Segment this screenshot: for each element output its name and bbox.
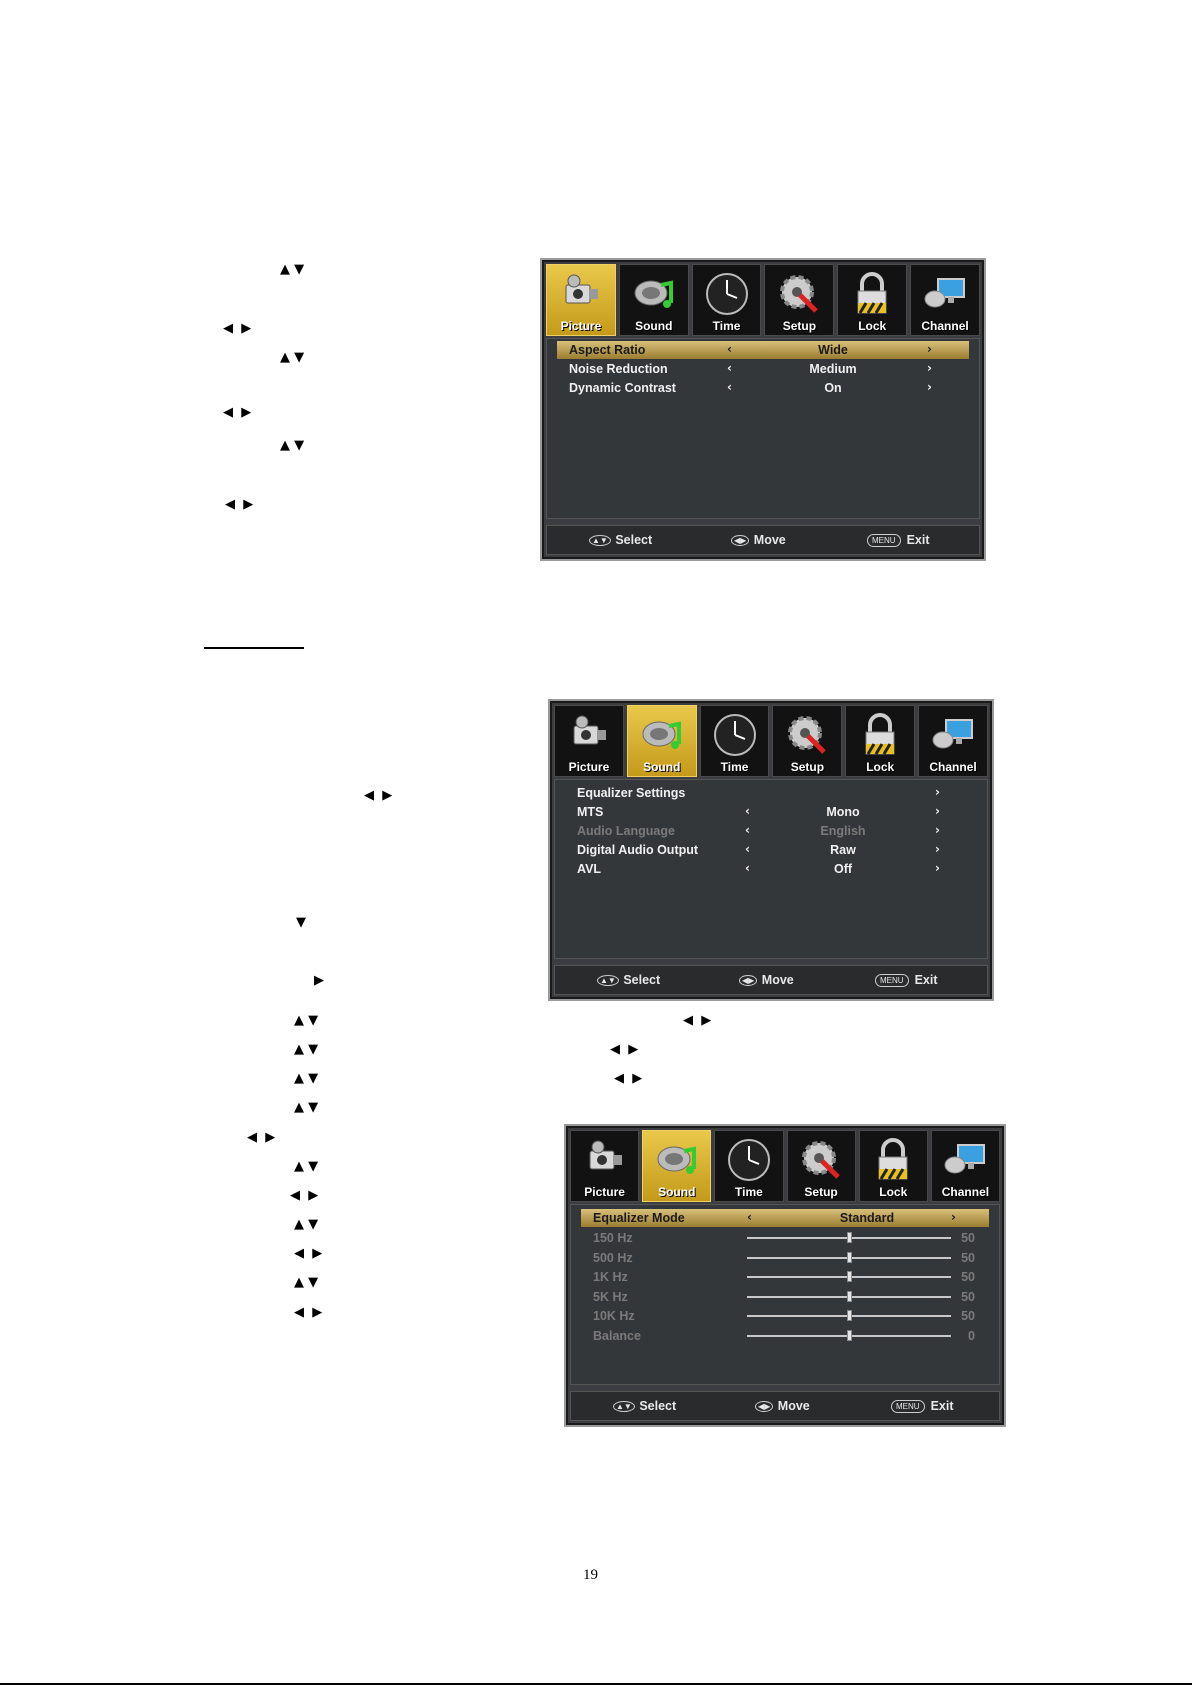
tab-lock[interactable]: Lock xyxy=(845,705,915,777)
up-down-arrow-icon: ▲ ▼ xyxy=(294,1217,319,1232)
menu-row-dynamic-contrast[interactable]: Dynamic Contrast ‹ On › xyxy=(569,380,932,395)
chevron-left-icon[interactable]: ‹ xyxy=(727,380,732,394)
left-right-arrow-icon: ◀ ▶ xyxy=(225,497,254,512)
slider-handle[interactable] xyxy=(847,1271,852,1282)
up-down-arrow-icon: ▲ ▼ xyxy=(294,1275,319,1290)
chevron-left-icon[interactable]: ‹ xyxy=(745,861,750,875)
chevron-left-icon[interactable]: ‹ xyxy=(745,842,750,856)
gear-wrench-icon xyxy=(798,1137,844,1183)
padlock-icon xyxy=(857,712,903,758)
equalizer-band-row[interactable]: Balance 0 xyxy=(593,1328,975,1343)
equalizer-band-row[interactable]: 10K Hz 50 xyxy=(593,1309,975,1323)
clock-icon xyxy=(704,271,750,317)
menu-row-mts[interactable]: MTS ‹ Mono › xyxy=(577,804,940,819)
padlock-icon xyxy=(870,1137,916,1183)
equalizer-band-row[interactable]: 150 Hz 50 xyxy=(593,1231,975,1245)
menu-row-avl[interactable]: AVL ‹ Off › xyxy=(577,861,940,876)
left-right-arrow-icon: ◀ ▶ xyxy=(364,788,393,803)
section-heading-underline xyxy=(204,647,304,649)
chevron-right-icon[interactable]: › xyxy=(935,861,940,875)
picture-menu-screen xyxy=(540,258,986,561)
menu-footer xyxy=(570,1391,1000,1421)
chevron-right-icon[interactable]: › xyxy=(927,342,932,356)
menu-body xyxy=(570,1204,1000,1385)
equalizer-band-row[interactable]: 5K Hz 50 xyxy=(593,1289,975,1304)
equalizer-band-row[interactable]: 1K Hz 50 xyxy=(593,1270,975,1284)
up-down-arrow-icon: ▲ ▼ xyxy=(294,1013,319,1028)
up-down-arrow-icon: ▲ ▼ xyxy=(280,438,305,453)
left-right-arrow-icon: ◀ ▶ xyxy=(614,1071,643,1086)
tab-time[interactable]: Time xyxy=(700,705,770,777)
menu-row-noise-reduction[interactable]: Noise Reduction ‹ Medium › xyxy=(569,361,932,376)
tab-channel[interactable]: Channel xyxy=(931,1130,1000,1202)
menu-tabs xyxy=(546,264,980,336)
tab-picture[interactable]: Picture xyxy=(570,1130,639,1202)
padlock-icon xyxy=(849,271,895,317)
up-down-arrow-icon: ▲ ▼ xyxy=(280,350,305,365)
up-down-arrow-icon: ▲ ▼ xyxy=(294,1159,319,1174)
tab-time[interactable]: Time xyxy=(692,264,762,336)
speaker-music-icon xyxy=(631,271,677,317)
left-right-arrow-icon: ◀ ▶ xyxy=(683,1013,712,1028)
footer-select: ▲▼ Select xyxy=(589,533,652,547)
left-right-key-icon: ◀▶ xyxy=(755,1401,773,1412)
clock-icon xyxy=(726,1137,772,1183)
menu-row-audio-language: Audio Language ‹ English › xyxy=(577,823,940,838)
speaker-music-icon xyxy=(654,1137,700,1183)
chevron-left-icon[interactable]: ‹ xyxy=(747,1210,752,1224)
menu-tabs xyxy=(554,705,988,777)
tab-sound[interactable]: Sound xyxy=(619,264,689,336)
down-arrow-icon: ▼ xyxy=(296,915,306,930)
menu-row-aspect-ratio[interactable]: Aspect Ratio ‹ Wide › xyxy=(557,341,969,359)
footer-exit: MENU Exit xyxy=(867,533,930,547)
slider-handle[interactable] xyxy=(847,1232,852,1243)
up-down-arrow-icon: ▲ ▼ xyxy=(294,1100,319,1115)
slider-handle[interactable] xyxy=(847,1310,852,1321)
left-right-key-icon: ◀▶ xyxy=(731,535,749,546)
tab-setup[interactable]: Setup xyxy=(772,705,842,777)
chevron-right-icon[interactable]: › xyxy=(935,785,940,799)
up-down-arrow-icon: ▲ ▼ xyxy=(294,1042,319,1057)
camera-icon xyxy=(566,712,612,758)
chevron-right-icon[interactable]: › xyxy=(927,380,932,394)
up-down-key-icon: ▲▼ xyxy=(589,535,611,546)
sound-menu-screen xyxy=(548,699,994,1001)
chevron-left-icon[interactable]: ‹ xyxy=(745,804,750,818)
chevron-right-icon[interactable]: › xyxy=(951,1210,956,1224)
tab-setup[interactable]: Setup xyxy=(764,264,834,336)
menu-tabs xyxy=(570,1130,1000,1202)
menu-footer xyxy=(554,965,988,995)
chevron-right-icon: › xyxy=(935,823,940,837)
chevron-left-icon: ‹ xyxy=(745,823,750,837)
menu-body xyxy=(554,779,988,959)
tab-lock[interactable]: Lock xyxy=(837,264,907,336)
camera-icon xyxy=(582,1137,628,1183)
left-right-arrow-icon: ◀ ▶ xyxy=(290,1188,319,1203)
menu-row-equalizer-settings[interactable]: Equalizer Settings › xyxy=(577,785,940,800)
tab-picture[interactable]: Picture xyxy=(546,264,616,336)
up-down-key-icon: ▲▼ xyxy=(597,975,619,986)
page-number: 19 xyxy=(583,1567,598,1583)
satellite-tv-icon xyxy=(930,712,976,758)
tab-channel[interactable]: Channel xyxy=(910,264,980,336)
chevron-right-icon[interactable]: › xyxy=(935,842,940,856)
chevron-left-icon[interactable]: ‹ xyxy=(727,342,732,356)
equalizer-menu-screen xyxy=(564,1124,1006,1427)
footer-exit: MENU Exit xyxy=(891,1399,954,1413)
clock-icon xyxy=(712,712,758,758)
footer-move: ◀▶ Move xyxy=(755,1399,810,1413)
left-right-arrow-icon: ◀ ▶ xyxy=(294,1246,323,1261)
right-arrow-icon: ▶ xyxy=(314,973,324,988)
left-right-arrow-icon: ◀ ▶ xyxy=(610,1042,639,1057)
left-right-arrow-icon: ◀ ▶ xyxy=(247,1130,276,1145)
left-right-arrow-icon: ◀ ▶ xyxy=(294,1305,323,1320)
left-right-arrow-icon: ◀ ▶ xyxy=(223,405,252,420)
tab-sound[interactable]: Sound xyxy=(642,1130,711,1202)
footer-move: ◀▶ Move xyxy=(739,973,794,987)
chevron-right-icon[interactable]: › xyxy=(935,804,940,818)
up-down-key-icon: ▲▼ xyxy=(613,1401,635,1412)
chevron-left-icon[interactable]: ‹ xyxy=(727,361,732,375)
tab-picture[interactable]: Picture xyxy=(554,705,624,777)
satellite-tv-icon xyxy=(922,271,968,317)
footer-move: ◀▶ Move xyxy=(731,533,786,547)
slider-handle[interactable] xyxy=(847,1252,852,1263)
tab-lock[interactable]: Lock xyxy=(859,1130,928,1202)
equalizer-band-row[interactable]: 500 Hz 50 xyxy=(593,1250,975,1265)
tab-time[interactable]: Time xyxy=(714,1130,783,1202)
up-down-arrow-icon: ▲ ▼ xyxy=(294,1071,319,1086)
camera-icon xyxy=(558,271,604,317)
chevron-right-icon[interactable]: › xyxy=(927,361,932,375)
menu-row-equalizer-mode[interactable]: Equalizer Mode ‹ Standard › xyxy=(581,1209,989,1227)
menu-row-digital-audio-output[interactable]: Digital Audio Output ‹ Raw › xyxy=(577,842,940,857)
satellite-tv-icon xyxy=(942,1137,988,1183)
left-right-key-icon: ◀▶ xyxy=(739,975,757,986)
up-down-arrow-icon: ▲ ▼ xyxy=(280,262,305,277)
footer-select: ▲▼ Select xyxy=(613,1399,676,1413)
menu-footer xyxy=(546,525,980,555)
gear-wrench-icon xyxy=(784,712,830,758)
menu-body xyxy=(546,338,980,519)
tab-channel[interactable]: Channel xyxy=(918,705,988,777)
tab-setup[interactable]: Setup xyxy=(787,1130,856,1202)
speaker-music-icon xyxy=(639,712,685,758)
footer-select: ▲▼ Select xyxy=(597,973,660,987)
slider-handle[interactable] xyxy=(847,1291,852,1302)
footer-exit: MENU Exit xyxy=(875,973,938,987)
slider-handle[interactable] xyxy=(847,1330,852,1341)
tab-sound[interactable]: Sound xyxy=(627,705,697,777)
gear-wrench-icon xyxy=(776,271,822,317)
left-right-arrow-icon: ◀ ▶ xyxy=(223,321,252,336)
